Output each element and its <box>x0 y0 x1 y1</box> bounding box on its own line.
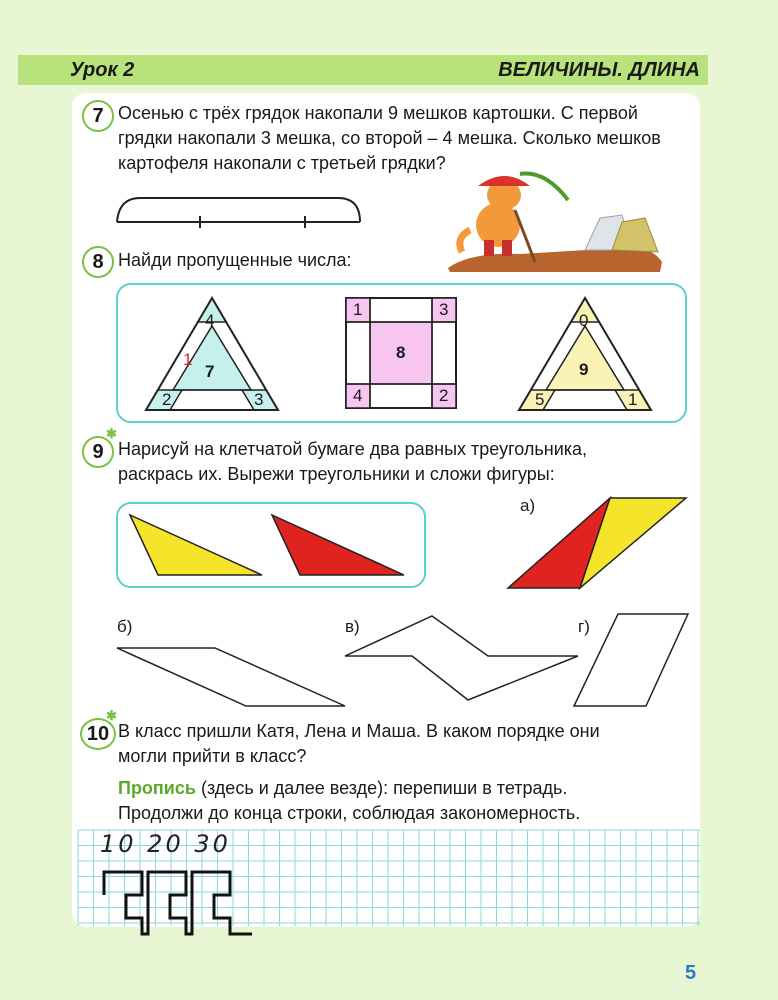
task-7-number: 7 <box>82 100 114 132</box>
task-9-line2: раскрась их. Вырежи треугольники и сложи фигуры: <box>118 464 555 484</box>
propis-line1 <box>118 776 567 801</box>
tri1-top-value: 4 <box>205 311 215 330</box>
task-10-line1: В класс пришли Катя, Лена и Маша. В каком порядке они <box>118 721 600 741</box>
sq-tr-value: 3 <box>439 300 449 319</box>
task-9-number: 9 <box>82 436 114 468</box>
label-g: г) <box>578 617 590 636</box>
tri2-right-value: 1 <box>628 390 638 409</box>
task-7-line3: картофеля накопали с третьей грядки? <box>118 153 446 173</box>
propis-word: Пропись <box>118 778 196 798</box>
lesson-title: Урок 2 <box>70 59 135 81</box>
tri1-side-value: 1 <box>183 350 193 369</box>
label-b: б) <box>117 617 133 636</box>
task-10-number: 10 <box>80 718 116 750</box>
task-8-number: 8 <box>82 246 114 278</box>
task-10-line2: могли прийти в класс? <box>118 746 307 766</box>
topic-title: ВЕЛИЧИНЫ. ДЛИНА <box>498 59 700 81</box>
task-7-line2: грядки накопали 3 мешка, со второй – 4 мешка. Сколько мешков <box>118 128 661 148</box>
sq-center-value: 8 <box>396 343 406 362</box>
task-7-line1: Осенью с трёх грядок накопали 9 мешков картошки. С первой <box>118 103 638 123</box>
meander-pattern <box>104 872 252 934</box>
tri1-left-value: 2 <box>162 390 172 409</box>
star-icon: ✱ <box>106 708 117 723</box>
star-icon: ✱ <box>106 426 117 441</box>
tri1-right-value: 3 <box>254 390 264 409</box>
propis-line2: Продолжи до конца строки, соблюдая закономерность. <box>118 803 581 823</box>
task-9-line1: Нарисуй на клетчатой бумаге два равных треугольника, <box>118 439 588 459</box>
sq-br-value: 2 <box>439 386 449 405</box>
label-v: в) <box>345 617 360 636</box>
segment-diagram <box>117 198 360 228</box>
label-a: а) <box>520 496 536 515</box>
tri1-center-value: 7 <box>205 362 215 381</box>
tri2-top-value: 0 <box>579 311 589 330</box>
page-number: 5 <box>685 962 697 984</box>
sq-tl-value: 1 <box>353 300 363 319</box>
red-triangle <box>272 515 404 575</box>
figure-v-outline <box>345 616 578 700</box>
sq-bl-value: 4 <box>353 386 363 405</box>
tri2-left-value: 5 <box>535 390 545 409</box>
task-8-text: Найди пропущенные числа: <box>118 250 352 270</box>
tri2-center-value: 9 <box>579 360 589 379</box>
cat-digging-illustration <box>448 174 662 272</box>
figure-b-outline <box>117 648 345 706</box>
propis-rest: (здесь и далее везде): перепиши в тетрадь. <box>195 778 568 798</box>
copy-numbers-text: 10 20 30 <box>100 830 231 858</box>
yellow-triangle <box>130 515 262 575</box>
figure-g-outline <box>574 614 688 706</box>
